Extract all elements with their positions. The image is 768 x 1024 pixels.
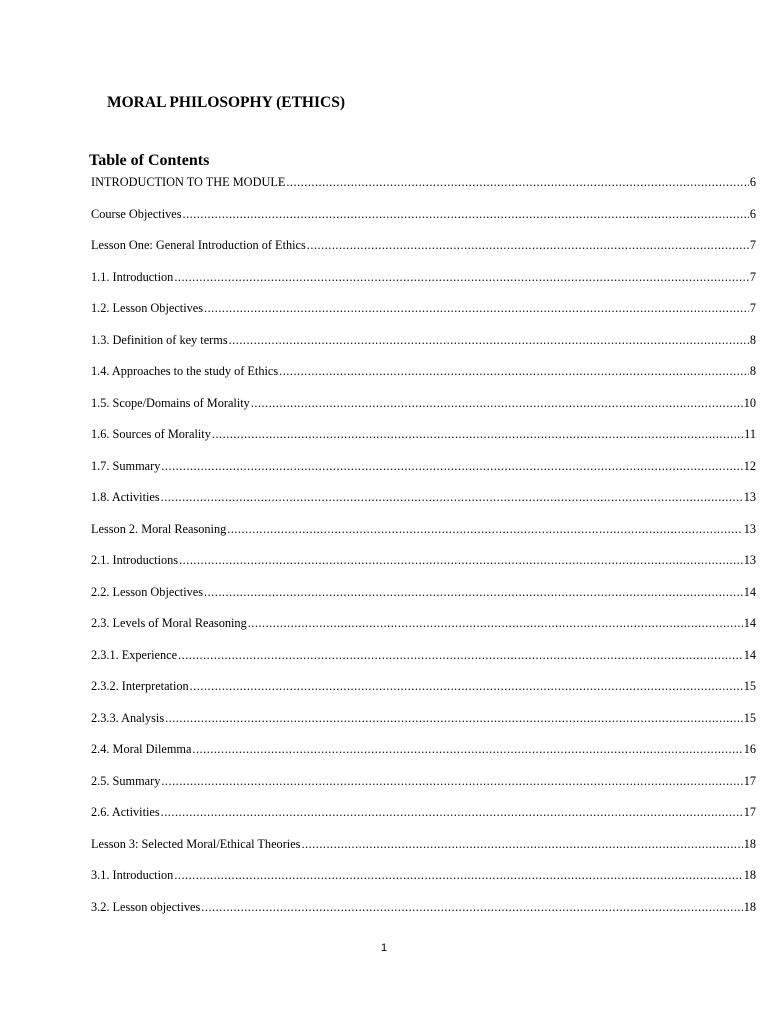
toc-entry-label: 2.5. Summary	[91, 773, 161, 788]
toc-heading: Table of Contents	[89, 152, 210, 169]
toc-entry[interactable]	[91, 427, 756, 459]
toc-dot-leader	[227, 522, 742, 537]
page-number: 1	[380, 942, 388, 954]
toc-entry-page: 13	[743, 490, 756, 504]
toc-dot-leader	[161, 774, 742, 789]
toc-entry-label: 2.3.2. Interpretation	[91, 679, 189, 693]
toc-entry[interactable]	[91, 648, 756, 680]
toc-entry[interactable]	[91, 364, 756, 396]
toc-entry[interactable]	[91, 774, 756, 806]
toc-dot-leader	[192, 742, 742, 757]
toc-entry-page: 10	[743, 395, 756, 410]
toc-entry-label: 2.2. Lesson Objectives	[91, 584, 204, 599]
toc-entry[interactable]	[91, 837, 756, 869]
toc-entry-label: 1.8. Activities	[91, 490, 160, 504]
toc-entry[interactable]	[91, 553, 756, 585]
toc-entry[interactable]	[91, 616, 756, 648]
toc-entry-label: Lesson One: General Introduction of Ethics	[91, 238, 306, 252]
toc-dot-leader	[301, 837, 742, 852]
toc-entry-label: 1.4. Approaches to the study of Ethics	[91, 364, 279, 378]
toc-dot-leader	[229, 333, 749, 348]
toc-dot-leader	[248, 616, 743, 631]
toc-entry-page: 17	[743, 773, 756, 788]
toc-entry[interactable]	[91, 679, 756, 711]
toc-dot-leader	[204, 585, 743, 600]
toc-entry-page: 18	[743, 836, 756, 851]
toc-entry-page: 8	[749, 364, 756, 378]
toc-entry-label: Lesson 2. Moral Reasoning	[91, 521, 227, 536]
toc-entry-page: 14	[743, 647, 756, 662]
toc-entry-label: 2.1. Introductions	[91, 553, 179, 567]
toc-entry[interactable]	[91, 522, 756, 554]
toc-dot-leader	[174, 270, 749, 285]
toc-entry[interactable]	[91, 270, 756, 302]
toc-entry[interactable]	[91, 301, 756, 333]
toc-entry[interactable]	[91, 175, 756, 207]
toc-entry[interactable]	[91, 585, 756, 617]
toc-dot-leader	[178, 648, 743, 663]
toc-entry[interactable]	[91, 207, 756, 239]
toc-entry-label: INTRODUCTION TO THE MODULE	[91, 175, 286, 189]
toc-dot-leader	[174, 868, 742, 883]
toc-entry[interactable]	[91, 900, 756, 932]
toc-entry-label: 1.7. Summary	[91, 458, 161, 473]
toc-entry-page: 11	[744, 427, 756, 441]
table-of-contents	[91, 175, 756, 931]
toc-dot-leader	[183, 207, 749, 222]
toc-entry-page: 6	[749, 206, 756, 221]
toc-entry[interactable]	[91, 238, 756, 270]
toc-dot-leader	[307, 238, 749, 253]
toc-entry-label: 2.4. Moral Dilemma	[91, 742, 192, 756]
toc-dot-leader	[190, 679, 743, 694]
toc-entry-label: 3.1. Introduction	[91, 868, 174, 882]
toc-dot-leader	[201, 900, 742, 915]
toc-entry-page: 12	[743, 458, 756, 473]
toc-entry-label: 1.1. Introduction	[91, 269, 174, 284]
toc-entry[interactable]	[91, 711, 756, 743]
toc-entry[interactable]	[91, 396, 756, 428]
toc-entry-page: 8	[749, 332, 756, 347]
toc-dot-leader	[251, 396, 743, 411]
toc-dot-leader	[165, 711, 743, 726]
toc-dot-leader	[212, 427, 743, 442]
toc-entry-page: 7	[749, 301, 756, 315]
toc-entry-page: 7	[749, 238, 756, 252]
toc-entry-page: 7	[749, 269, 756, 284]
toc-entry-label: 2.6. Activities	[91, 805, 160, 819]
toc-dot-leader	[161, 805, 743, 820]
toc-entry-label: 2.3.1. Experience	[91, 647, 178, 662]
toc-dot-leader	[204, 301, 749, 316]
toc-entry-label: 2.3. Levels of Moral Reasoning	[91, 616, 247, 630]
toc-entry-page: 18	[743, 899, 756, 914]
toc-entry-label: 1.6. Sources of Morality	[91, 427, 211, 441]
toc-entry-page: 16	[743, 742, 756, 756]
toc-entry-page: 15	[743, 679, 756, 693]
toc-dot-leader	[279, 364, 749, 379]
toc-entry-page: 17	[743, 805, 756, 819]
toc-entry-label: 1.5. Scope/Domains of Morality	[91, 395, 250, 410]
toc-entry[interactable]	[91, 459, 756, 491]
document-title: MORAL PHILOSOPHY (ETHICS)	[107, 94, 345, 111]
toc-entry-page: 6	[749, 175, 756, 189]
toc-dot-leader	[161, 459, 742, 474]
toc-dot-leader	[179, 553, 743, 568]
toc-entry-label: 2.3.3. Analysis	[91, 710, 165, 725]
toc-entry-label: 1.2. Lesson Objectives	[91, 301, 204, 315]
toc-entry-page: 13	[743, 521, 756, 536]
toc-dot-leader	[161, 490, 743, 505]
toc-entry-label: Course Objectives	[91, 206, 182, 221]
toc-entry-page: 13	[743, 553, 756, 567]
toc-entry-page: 15	[743, 710, 756, 725]
toc-entry[interactable]	[91, 868, 756, 900]
toc-dot-leader	[286, 175, 748, 190]
toc-entry[interactable]	[91, 333, 756, 365]
toc-entry-label: 1.3. Definition of key terms	[91, 332, 228, 347]
toc-entry-page: 14	[743, 584, 756, 599]
toc-entry[interactable]	[91, 742, 756, 774]
toc-entry-page: 14	[743, 616, 756, 630]
toc-entry-label: 3.2. Lesson objectives	[91, 899, 201, 914]
toc-entry-label: Lesson 3: Selected Moral/Ethical Theories	[91, 836, 301, 851]
toc-entry[interactable]	[91, 805, 756, 837]
toc-entry-page: 18	[743, 868, 756, 882]
toc-entry[interactable]	[91, 490, 756, 522]
